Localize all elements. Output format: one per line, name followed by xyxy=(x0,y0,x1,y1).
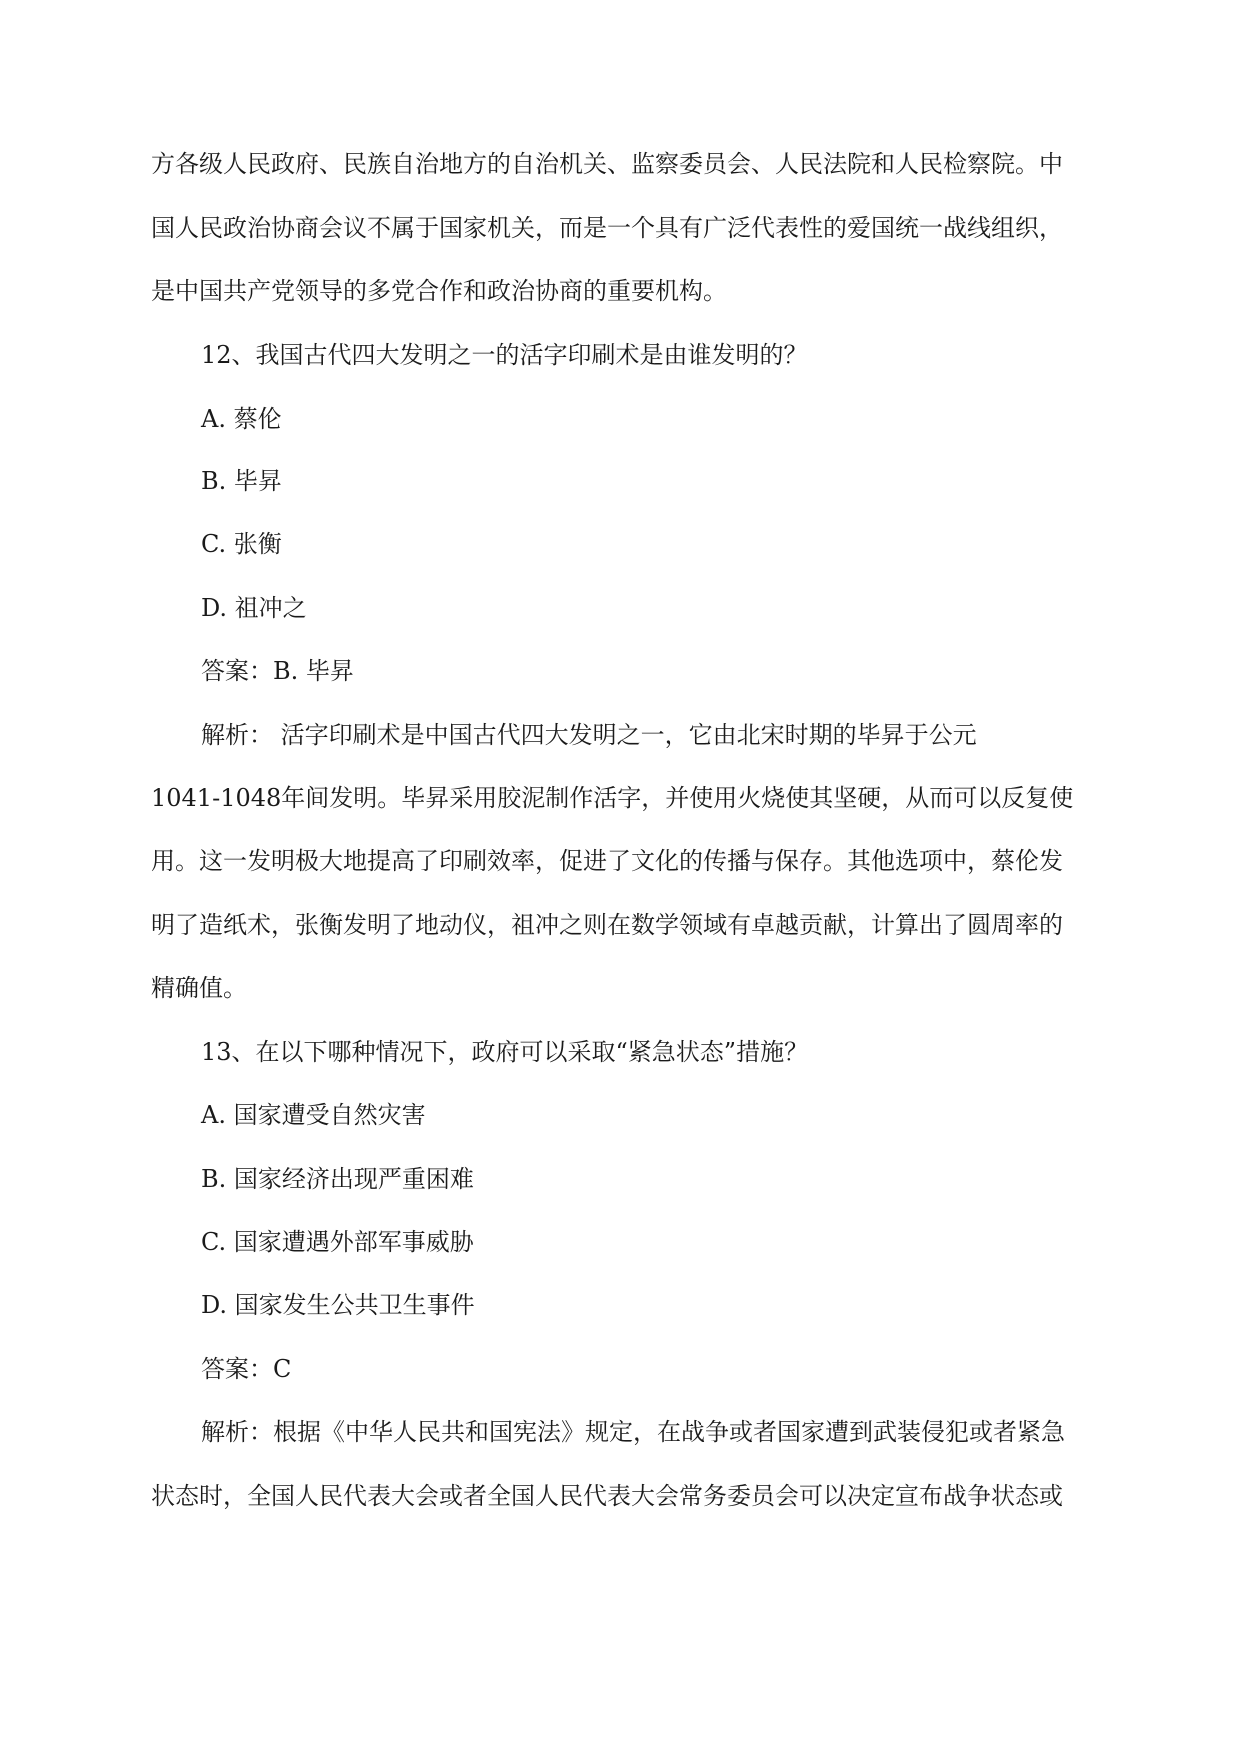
q12-analysis-line-3: 用。这一发明极大地提高了印刷效率，促进了文化的传播与保存。其他选项中，蔡伦发 xyxy=(151,847,1063,875)
q13-answer: 答案：C xyxy=(201,1355,292,1383)
q13-option-c: C. 国家遭遇外部军事威胁 xyxy=(201,1228,474,1256)
q13-option-d: D. 国家发生公共卫生事件 xyxy=(201,1291,475,1319)
intro-line-1: 方各级人民政府、民族自治地方的自治机关、监察委员会、人民法院和人民检察院。中 xyxy=(151,150,1063,178)
q13-option-b: B. 国家经济出现严重困难 xyxy=(201,1165,474,1193)
q12-analysis-line-1: 解析： 活字印刷术是中国古代四大发明之一，它由北宋时期的毕昇于公元 xyxy=(201,721,977,749)
intro-line-2: 国人民政治协商会议不属于国家机关，而是一个具有广泛代表性的爱国统一战线组织， xyxy=(151,214,1063,242)
question-12: 12、我国古代四大发明之一的活字印刷术是由谁发明的？ xyxy=(201,341,808,369)
q13-analysis-line-1: 解析：根据《中华人民共和国宪法》规定，在战争或者国家遭到武装侵犯或者紧急 xyxy=(201,1418,1065,1446)
q12-analysis-line-5: 精确值。 xyxy=(151,974,247,1002)
q12-analysis-line-4: 明了造纸术，张衡发明了地动仪，祖冲之则在数学领域有卓越贡献，计算出了圆周率的 xyxy=(151,911,1063,939)
intro-line-3: 是中国共产党领导的多党合作和政治协商的重要机构。 xyxy=(151,277,727,305)
question-13: 13、在以下哪种情况下，政府可以采取“紧急状态”措施？ xyxy=(201,1038,809,1066)
q12-option-c: C. 张衡 xyxy=(201,530,282,558)
q12-analysis-line-2: 1041-1048年间发明。毕昇采用胶泥制作活字，并使用火烧使其坚硬，从而可以反复使 xyxy=(151,784,1074,812)
q13-option-a: A. 国家遭受自然灾害 xyxy=(201,1101,426,1129)
q12-option-d: D. 祖冲之 xyxy=(201,594,307,622)
q12-option-a: A. 蔡伦 xyxy=(201,405,282,433)
q12-option-b: B. 毕昇 xyxy=(201,467,282,495)
q13-analysis-line-2: 状态时，全国人民代表大会或者全国人民代表大会常务委员会可以决定宣布战争状态或 xyxy=(151,1482,1063,1510)
q12-answer: 答案：B. 毕昇 xyxy=(201,657,354,685)
